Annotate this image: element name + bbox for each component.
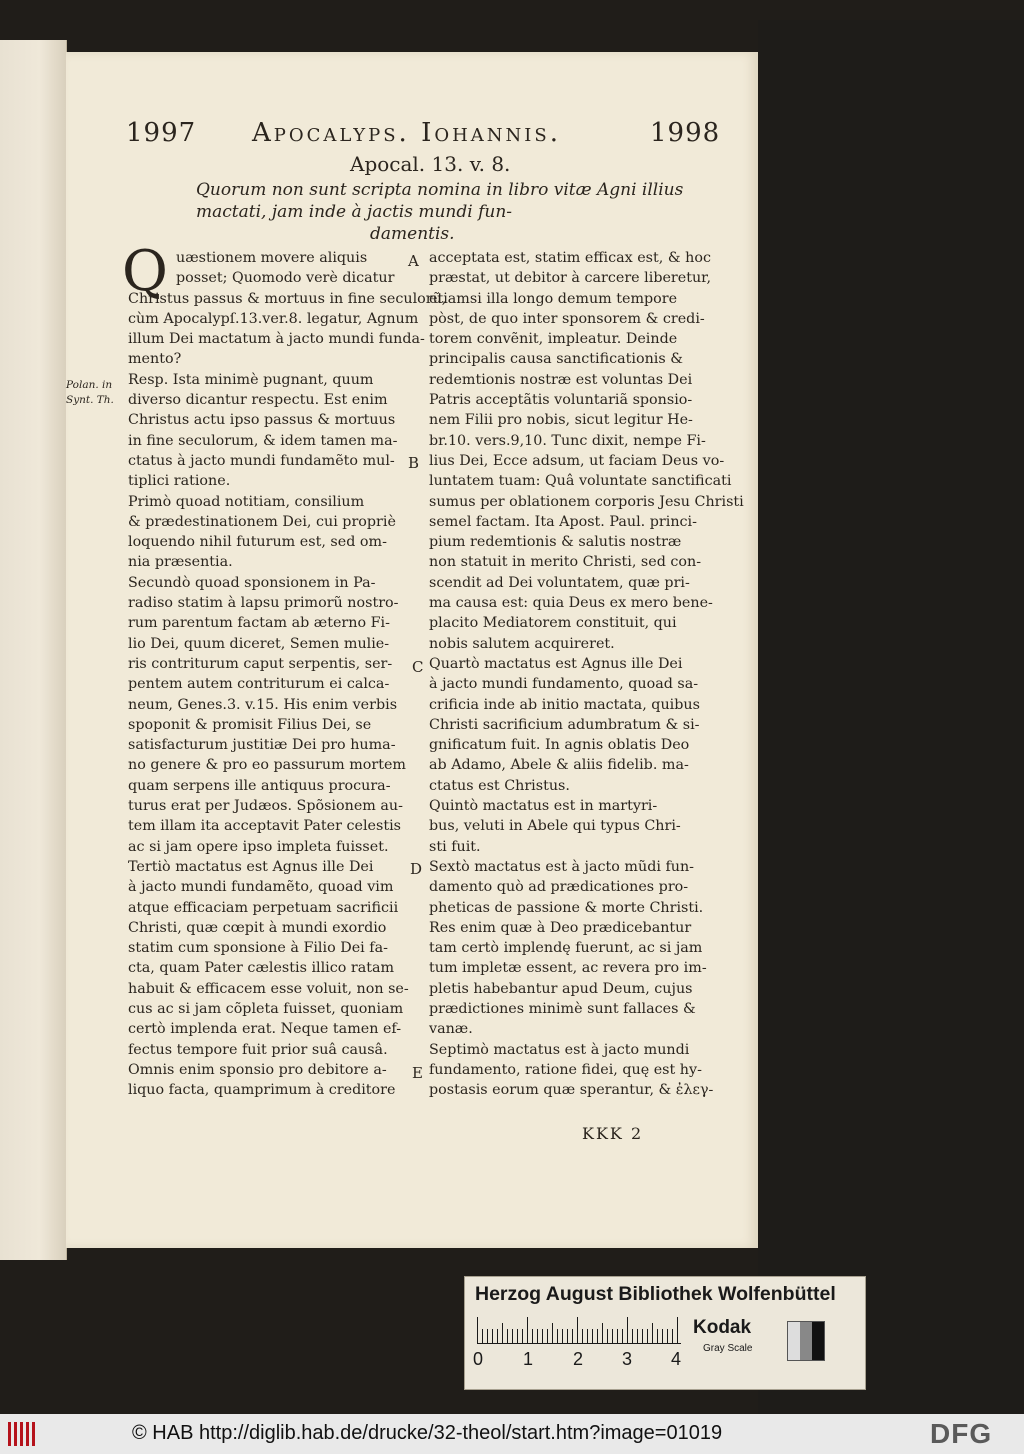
text-line: Tertiò mactatus est Agnus ille Dei: [128, 858, 374, 875]
text-line: turus erat per Judæos. Spõsionem au-: [128, 798, 403, 815]
text-line: pium redemtionis & salutis nostræ: [429, 534, 682, 551]
ruler-tick: [502, 1323, 503, 1343]
ruler-tick: [582, 1329, 583, 1343]
page-number-right: 1998: [650, 118, 721, 148]
library-label: [464, 1276, 866, 1390]
text-line: Omnis enim sponsio pro debitore a-: [128, 1061, 387, 1078]
ruler-tick: [552, 1323, 553, 1343]
ruler-tick: [512, 1329, 513, 1343]
text-line: tiplici ratione.: [128, 473, 231, 490]
ruler-tick: [662, 1329, 663, 1343]
text-line: cta, quam Pater cælestis illico ratam: [128, 960, 395, 977]
text-line: ctatus à jacto mundi fundamẽto mul-: [128, 452, 395, 469]
text-line: radiso statim à lapsu primorũ nostro-: [128, 595, 399, 612]
ruler-tick: [612, 1329, 613, 1343]
ruler-number: 1: [523, 1349, 534, 1369]
ruler-number: 0: [473, 1349, 484, 1369]
ruler-tick: [617, 1329, 618, 1343]
text-line: uæstionem movere aliquis: [176, 250, 368, 266]
text-line: Secundò quoad sponsionem in Pa-: [128, 574, 376, 591]
ruler-tick: [637, 1329, 638, 1343]
text-line: Patris acceptãtis voluntariã sponsio-: [429, 392, 693, 409]
text-line: rum parentum factam ab æterno Fi-: [128, 615, 390, 632]
gray-scale-swatch: [787, 1321, 825, 1361]
ruler-tick: [562, 1329, 563, 1343]
signature-mark: KKK 2: [582, 1124, 644, 1143]
text-line: illum Dei mactatum à jacto mundi funda-: [128, 331, 425, 348]
margin-note-line: Polan. in: [66, 379, 113, 391]
footer-bar: [0, 1414, 1024, 1454]
text-line: prædictiones minimè sunt fallaces &: [429, 1000, 696, 1017]
text-line: semel factam. Ita Apost. Paul. princi-: [429, 513, 697, 530]
ruler-tick: [672, 1329, 673, 1343]
ruler-tick: [642, 1329, 643, 1343]
ruler-tick: [587, 1329, 588, 1343]
ruler-tick: [542, 1329, 543, 1343]
text-line: luntatem tuam: Quâ voluntate sanctificati: [429, 473, 732, 490]
text-line: postasis eorum quæ sperantur, & ἐλεγ-: [429, 1082, 714, 1099]
book-page: [66, 52, 758, 1248]
text-line: lius Dei, Ecce adsum, ut faciam Deus vo-: [429, 452, 725, 469]
text-line: neum, Genes.3. v.15. His enim verbis: [128, 696, 398, 713]
gray-scale-caption: Gray Scale: [703, 1343, 753, 1354]
ruler-tick: [492, 1329, 493, 1343]
text-line: torem convẽnit, impleatur. Deinde: [429, 331, 678, 348]
text-line: Quintò mactatus est in martyri-: [429, 798, 658, 815]
text-line: loquendo nihil futurum est, sed om-: [128, 534, 387, 551]
library-name: Herzog August Bibliothek Wolfenbüttel: [475, 1283, 836, 1305]
scale-ruler: [477, 1317, 681, 1344]
text-line: habuit & efficacem esse voluit, non se-: [128, 980, 409, 997]
ruler-tick: [522, 1329, 523, 1343]
text-line: non statuit in merito Christi, sed con-: [429, 554, 702, 571]
ruler-tick: [477, 1317, 478, 1343]
text-line: pheticas de passione & morte Christi.: [429, 899, 704, 916]
text-line: sumus per oblationem corporis Jesu Christi: [429, 493, 744, 510]
text-line: liquo facta, quamprimum à creditore: [128, 1082, 396, 1099]
text-line: etiamsi illa longo demum tempore: [429, 290, 678, 307]
text-line: placito Mediatorem constituit, qui: [429, 615, 677, 632]
text-line: Res enim quæ à Deo prædicebantur: [429, 919, 692, 936]
text-line: acceptata est, statim efficax est, & hoc: [429, 250, 711, 266]
text-line: Christi, quæ cœpit à mundi exordio: [128, 919, 387, 936]
text-line: à jacto mundi fundamento, quoad sa-: [429, 676, 699, 693]
text-line: ab Adamo, Abele & aliis fidelib. ma-: [429, 757, 689, 774]
text-line: posset; Quomodo verè dicatur: [176, 270, 395, 287]
section-marker-e: E: [412, 1064, 423, 1082]
ruler-tick: [537, 1329, 538, 1343]
text-line: ris contriturum caput serpentis, ser-: [128, 655, 393, 672]
margin-note-line: Synt. Th.: [66, 394, 114, 406]
ruler-tick: [657, 1329, 658, 1343]
hab-logo-icon: [6, 1418, 40, 1450]
ruler-tick: [557, 1329, 558, 1343]
ruler-number: 3: [622, 1349, 633, 1369]
margin-note: [66, 378, 114, 408]
text-line: br.10. vers.9,10. Tunc dixit, nempe Fi-: [429, 432, 706, 449]
section-marker-b: B: [408, 454, 420, 472]
title-line: mactati, jam inde à jactis mundi fun-: [196, 202, 513, 222]
text-line: nia præsentia.: [128, 554, 233, 571]
scripture-reference: Apocal. 13. v. 8.: [350, 152, 511, 176]
text-line: Septimò mactatus est à jacto mundi: [429, 1041, 690, 1058]
page-number-left: 1997: [126, 118, 197, 148]
text-line: diverso dicantur respectu. Est enim: [128, 392, 388, 409]
ruler-tick: [607, 1329, 608, 1343]
text-line: Sextò mactatus est à jacto mũdi fun-: [429, 858, 694, 875]
text-line: bus, veluti in Abele qui typus Chri-: [429, 818, 681, 835]
text-line: pletis habebantur apud Deum, cujus: [429, 980, 693, 997]
text-line: redemtionis nostræ est voluntas Dei: [429, 371, 693, 388]
text-line: Resp. Ista minimè pugnant, quum: [128, 371, 374, 388]
drop-cap: Q: [122, 239, 168, 304]
text-line: ac si jam opere ipso impleta fuisset.: [128, 838, 389, 855]
text-line: vanæ.: [429, 1021, 473, 1038]
source-url[interactable]: © HAB http://diglib.hab.de/drucke/32-theol/start.htm?image=01019: [132, 1422, 723, 1444]
title-line: damentis.: [370, 224, 455, 244]
right-column: [429, 248, 744, 1100]
text-line: ma causa est: quia Deus ex mero bene-: [429, 595, 713, 612]
kodak-brand: Kodak: [693, 1317, 752, 1338]
text-line: no genere & pro eo passurum mortem: [128, 757, 406, 774]
text-line: cùm Apocalypſ.13.ver.8. legatur, Agnum: [128, 310, 419, 327]
ruler-tick: [497, 1329, 498, 1343]
text-line: certò implenda erat. Neque tamen ef-: [128, 1021, 402, 1038]
text-line: principalis causa sanctificationis &: [429, 351, 683, 368]
text-line: à jacto mundi fundamẽto, quoad vim: [128, 879, 394, 896]
ruler-tick: [647, 1329, 648, 1343]
text-line: quam serpens ille antiquus procura-: [128, 777, 391, 794]
ruler-tick: [577, 1317, 578, 1343]
dark-backdrop: [758, 20, 1024, 1414]
text-line: sti fuit.: [429, 838, 481, 855]
ruler-tick: [547, 1329, 548, 1343]
text-line: satisfacturum justitiæ Dei pro huma-: [128, 737, 396, 754]
ruler-tick: [622, 1329, 623, 1343]
text-line: atque efficaciam perpetuam sacrificii: [128, 899, 399, 916]
ruler-tick: [532, 1329, 533, 1343]
text-line: Primò quoad notitiam, consilium: [128, 493, 365, 510]
ruler-tick: [632, 1329, 633, 1343]
text-line: pentem autem contriturum ei calca-: [128, 676, 390, 693]
section-marker-c: C: [412, 658, 424, 676]
text-line: damento quò ad prædicationes pro-: [429, 879, 689, 896]
text-line: lio Dei, quum diceret, Semen mulie-: [128, 635, 390, 652]
text-line: Christus passus & mortuus in fine seculorũ,: [128, 290, 447, 307]
previous-page-edge: [0, 40, 67, 1260]
text-line: pòst, de quo inter sponsorem & credi-: [429, 310, 705, 327]
text-line: in fine seculorum, & idem tamen ma-: [128, 432, 398, 449]
left-column: [128, 248, 446, 1100]
text-line: nem Filii pro nobis, sicut legitur He-: [429, 412, 693, 429]
text-line: gnificatum fuit. In agnis oblatis Deo: [429, 737, 690, 754]
text-line: tem illam ita acceptavit Pater celestis: [128, 818, 401, 835]
ruler-tick: [567, 1329, 568, 1343]
ruler-tick: [602, 1323, 603, 1343]
section-marker-a: A: [408, 252, 419, 270]
ruler-tick: [527, 1317, 528, 1343]
text-line: Quartò mactatus est Agnus ille Dei: [429, 655, 683, 672]
text-line: fundamento, ratione fidei, quę est hy-: [429, 1061, 702, 1078]
text-line: fectus tempore fuit prior suâ causâ.: [128, 1041, 388, 1058]
dfg-logo: DFG: [930, 1418, 993, 1449]
ruler-tick: [652, 1323, 653, 1343]
ruler-tick: [482, 1329, 483, 1343]
text-line: spoponit & promisit Filius Dei, se: [128, 716, 372, 733]
ruler-tick: [597, 1329, 598, 1343]
ruler-tick: [572, 1329, 573, 1343]
ruler-tick: [627, 1317, 628, 1343]
text-line: cus ac si jam cõpleta fuisset, quoniam: [128, 1000, 404, 1017]
ruler-tick: [507, 1329, 508, 1343]
title-line: Quorum non sunt scripta nomina in libro vitæ Agni illius: [196, 180, 684, 200]
text-line: mento?: [128, 351, 182, 368]
ruler-tick: [667, 1329, 668, 1343]
text-line: Christi sacrificium adumbratum & si-: [429, 716, 700, 733]
text-line: nobis salutem acquireret.: [429, 635, 615, 652]
ruler-number: 4: [671, 1349, 682, 1369]
ruler-number: 2: [573, 1349, 584, 1369]
text-line: tam certò implendę fuerunt, ac si jam: [429, 940, 703, 957]
text-line: Christus actu ipso passus & mortuus: [128, 412, 396, 429]
text-line: ctatus est Christus.: [429, 777, 570, 794]
text-line: & prædestinationem Dei, cui propriè: [128, 513, 396, 530]
text-line: præstat, ut debitor à carcere liberetur,: [429, 270, 711, 287]
text-line: scendit ad Dei voluntatem, quæ pri-: [429, 574, 690, 591]
text-line: crificia inde ab initio mactata, quibus: [429, 696, 700, 713]
ruler-tick: [592, 1329, 593, 1343]
ruler-tick: [517, 1329, 518, 1343]
ruler-tick: [677, 1317, 678, 1343]
text-line: statim cum sponsione à Filio Dei fa-: [128, 940, 388, 957]
section-marker-d: D: [410, 860, 423, 878]
ruler-tick: [487, 1329, 488, 1343]
running-title: Apocalyps. Iohannis.: [252, 118, 562, 148]
text-line: tum impletæ essent, ac revera pro im-: [429, 960, 707, 977]
